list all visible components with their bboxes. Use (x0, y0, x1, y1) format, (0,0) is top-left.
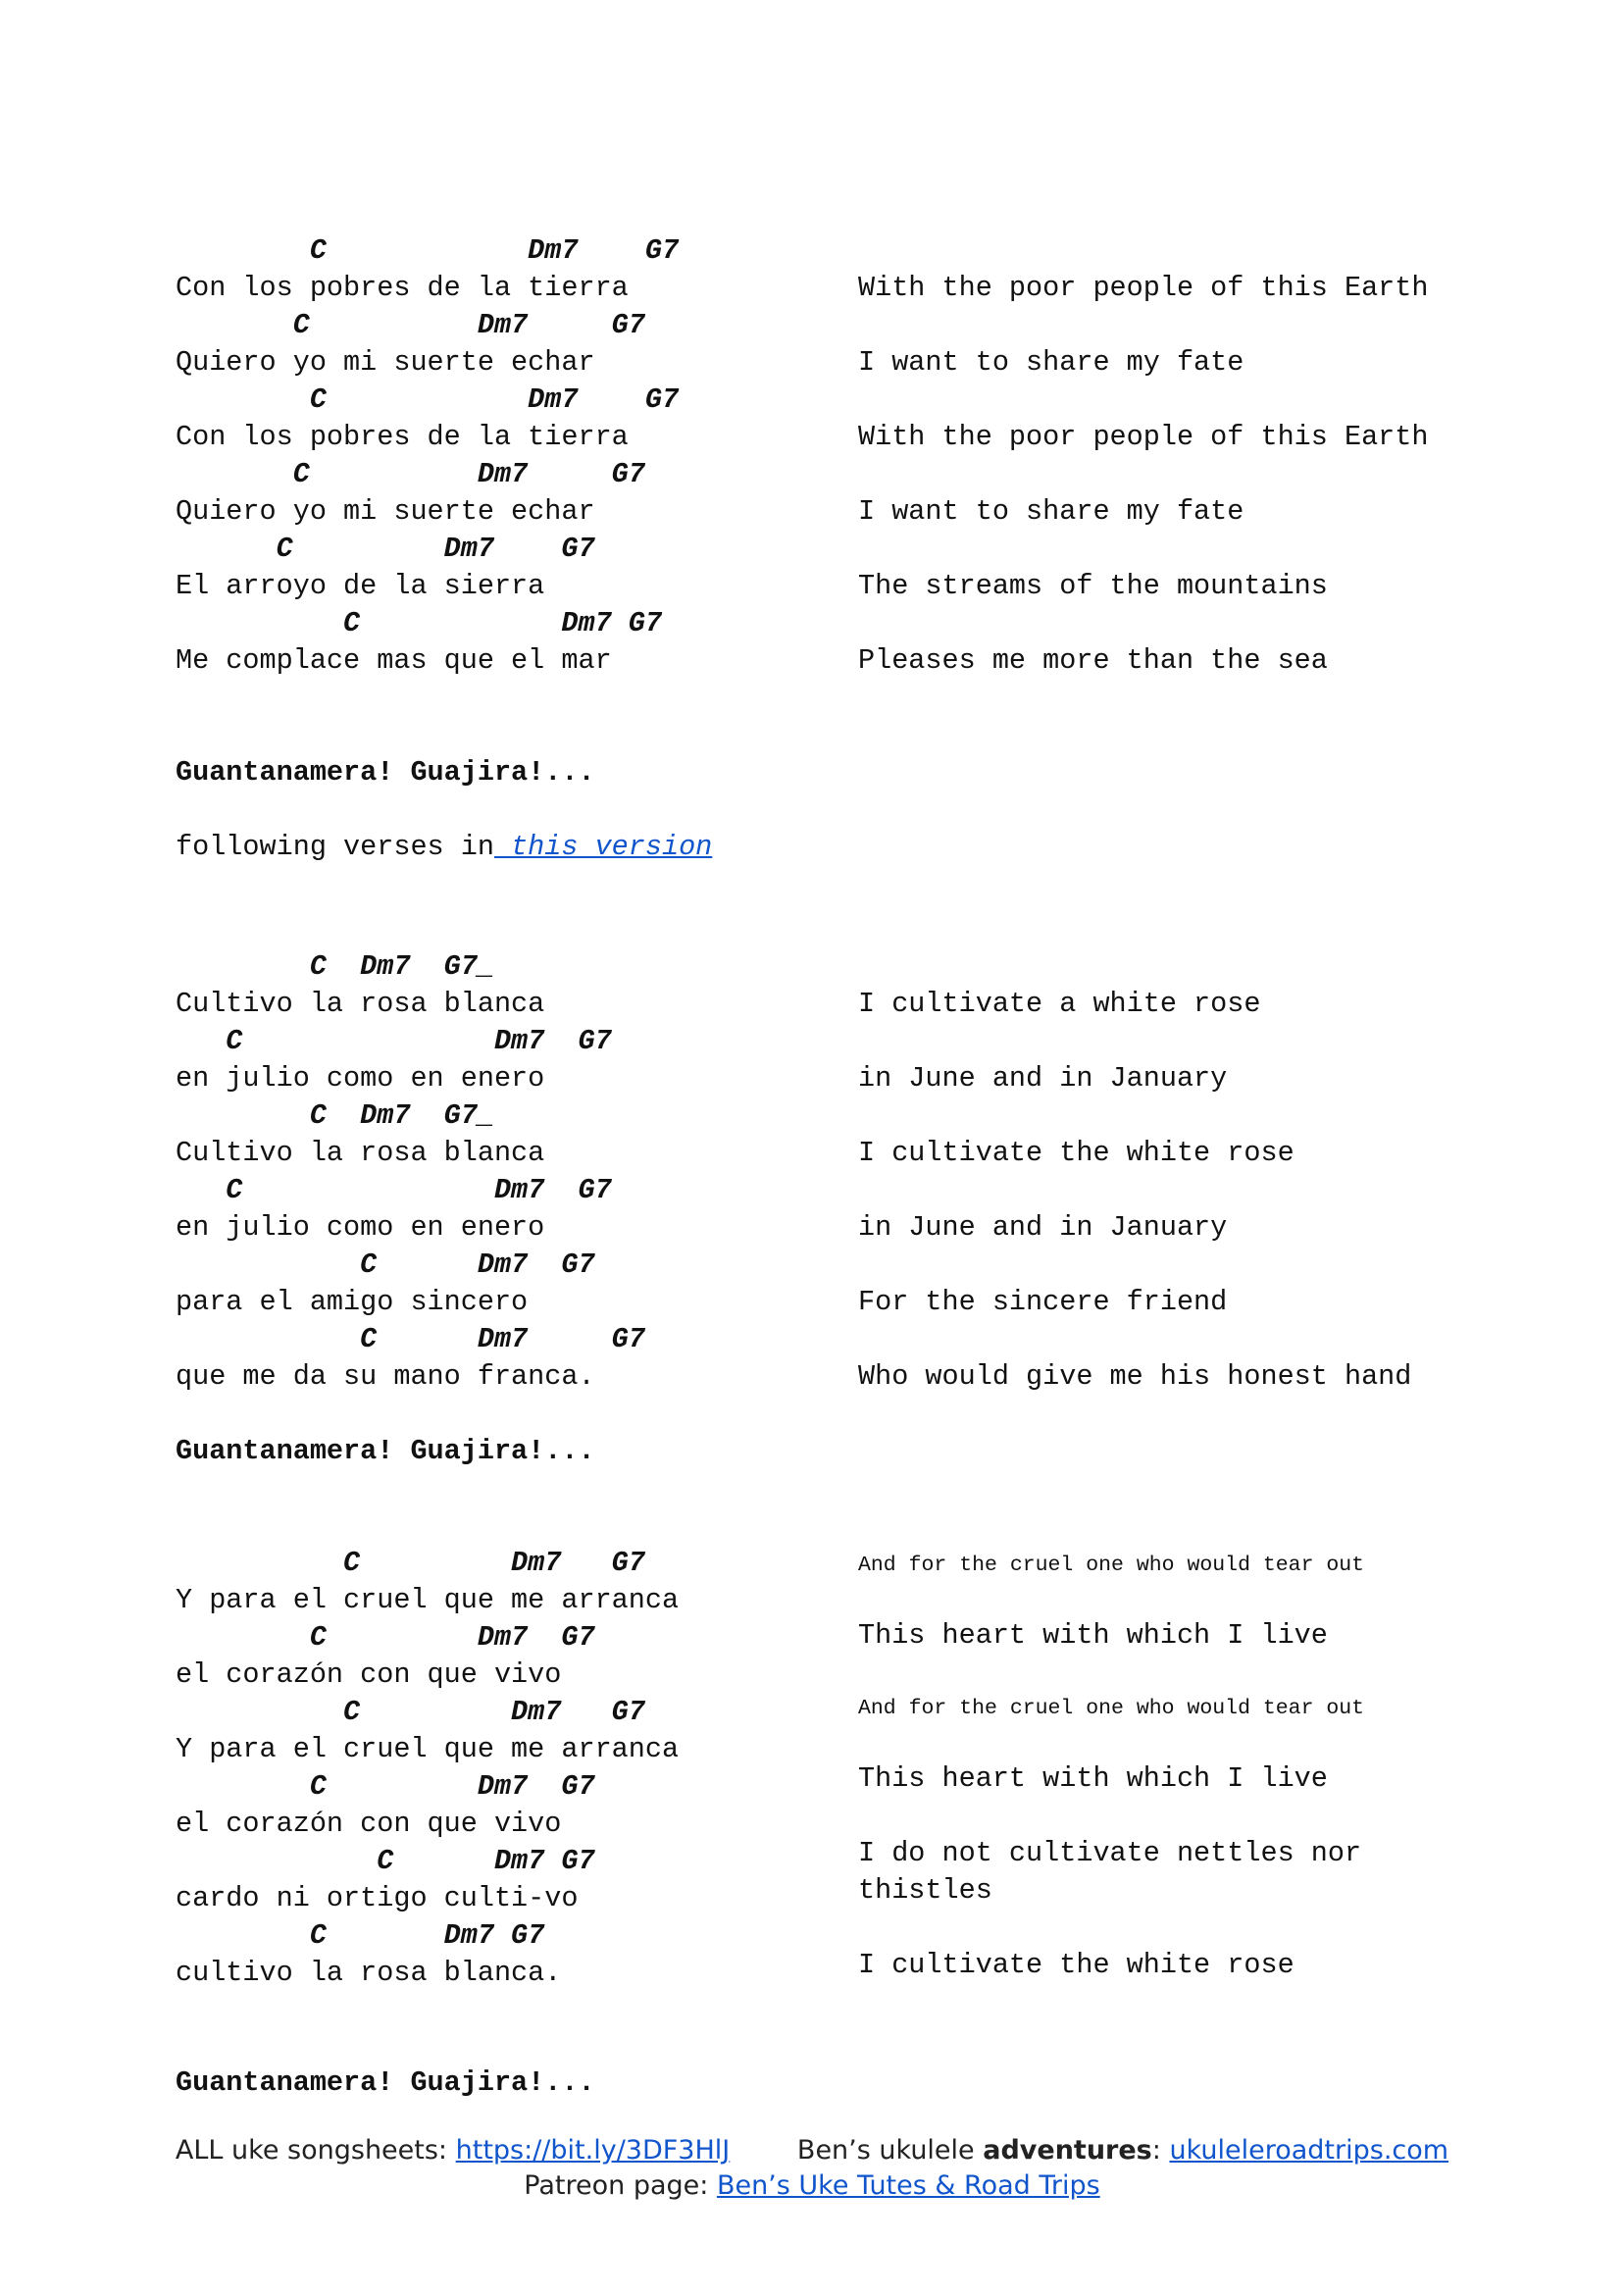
version-note-text: following verses in (176, 831, 494, 863)
chord-line: C Dm7 G7 (176, 234, 680, 267)
patreon-label: Patreon page: (524, 2170, 717, 2201)
chord-line: C Dm7 G7 (176, 1323, 645, 1355)
lyric-line: Cultivo la rosa blanca (176, 988, 545, 1020)
chord-line: C Dm7 G7 (176, 1025, 612, 1057)
chord-line: C Dm7 G7_ (176, 1099, 494, 1132)
translation-line: And for the cruel one who would tear out (858, 1554, 1365, 1577)
lyric-line: cardo ni ortigo culti-vo (176, 1882, 579, 1914)
lyric-line: El arroyo de la sierra (176, 570, 545, 602)
chord-line: C Dm7 G7 (176, 309, 645, 341)
verse-2-block (176, 948, 862, 1396)
translation-line: This heart with which I live (858, 1619, 1328, 1652)
chorus-label: Guantanamera! Guajira!... (176, 1435, 595, 1467)
verse-3-block (176, 1545, 862, 1992)
this-version-link[interactable]: this version (493, 831, 713, 863)
adventures-bold: adventures (983, 2135, 1152, 2166)
version-note (176, 829, 712, 866)
translation-line: I cultivate the white rose (858, 1949, 1294, 1981)
lyric-line: el corazón con que vivo (176, 1808, 562, 1840)
lyric-line: para el amigo sincero (176, 1286, 529, 1318)
lyric-line: Me complace mas que el mar (176, 644, 612, 677)
chord-line: C Dm7 G7 (176, 1547, 645, 1579)
translation-line: I want to share my fate (858, 346, 1244, 379)
chord-line: C Dm7 G7 (176, 607, 662, 639)
chord-line: C Dm7 G7 (176, 1919, 545, 1952)
chorus-label: Guantanamera! Guajira!... (176, 756, 595, 789)
translation-line: I want to share my fate (858, 495, 1244, 528)
lyric-line: Quiero yo mi suerte echar (176, 346, 595, 379)
translation-line: in June and in January (858, 1211, 1228, 1244)
chord-line: C Dm7 G7 (176, 1249, 595, 1281)
chord-line: C Dm7 G7 (176, 458, 645, 490)
adventures-prefix: Ben’s ukulele (796, 2135, 984, 2166)
songsheets-label: ALL uke songsheets: (175, 2135, 456, 2166)
chord-line: C Dm7 G7 (176, 1621, 595, 1654)
lyric-line: Quiero yo mi suerte echar (176, 495, 595, 528)
chord-line: C Dm7 G7 (176, 533, 595, 565)
ukuleleroadtrips-link[interactable]: ukuleleroadtrips.com (1169, 2135, 1449, 2166)
lyric-line: Con los pobres de la tierra (176, 272, 629, 304)
lyric-line: Y para el cruel que me arranca (176, 1733, 680, 1765)
translation-line: With the poor people of this Earth (858, 421, 1429, 453)
translation-line: With the poor people of this Earth (858, 272, 1429, 304)
translation-line: This heart with which I live (858, 1762, 1328, 1795)
lyric-line: Cultivo la rosa blanca (176, 1137, 545, 1169)
translation-line: Who would give me his honest hand (858, 1360, 1412, 1393)
lyric-line: Con los pobres de la tierra (176, 421, 629, 453)
chord-line: C Dm7 G7 (176, 1770, 595, 1803)
chord-line: C Dm7 G7_ (176, 950, 494, 983)
translation-line: in June and in January (858, 1062, 1228, 1095)
translation-line: And for the cruel one who would tear out (858, 1697, 1365, 1720)
footer-line-1 (0, 2133, 1624, 2168)
translation-line: For the sincere friend (858, 1286, 1228, 1318)
footer-line-2 (0, 2168, 1624, 2204)
translation-line: I cultivate a white rose (858, 988, 1261, 1020)
verse-1-block (176, 232, 862, 680)
lyric-line: que me da su mano franca. (176, 1360, 595, 1393)
patreon-link[interactable]: Ben’s Uke Tutes & Road Trips (716, 2170, 1100, 2201)
adventures-colon: : (1151, 2135, 1170, 2166)
chord-line: C Dm7 G7 (176, 383, 680, 416)
chord-line: C Dm7 G7 (176, 1696, 645, 1728)
lyric-line: en julio como en enero (176, 1211, 545, 1244)
translation-line: I do not cultivate nettles nor thistles (858, 1837, 1379, 1907)
lyric-line: cultivo la rosa blanca. (176, 1957, 562, 1989)
lyric-line: Y para el cruel que me arranca (176, 1584, 680, 1616)
lyric-line: en julio como en enero (176, 1062, 545, 1095)
chord-line: C Dm7 G7 (176, 1174, 612, 1206)
lyric-line: el corazón con que vivo (176, 1658, 562, 1691)
songsheets-link[interactable]: https://bit.ly/3DF3HlJ (455, 2135, 731, 2166)
translation-line: The streams of the mountains (858, 570, 1328, 602)
translation-line: Pleases me more than the sea (858, 644, 1328, 677)
translation-line: I cultivate the white rose (858, 1137, 1294, 1169)
chorus-label: Guantanamera! Guajira!... (176, 2066, 595, 2099)
chord-line: C Dm7 G7 (176, 1845, 595, 1877)
